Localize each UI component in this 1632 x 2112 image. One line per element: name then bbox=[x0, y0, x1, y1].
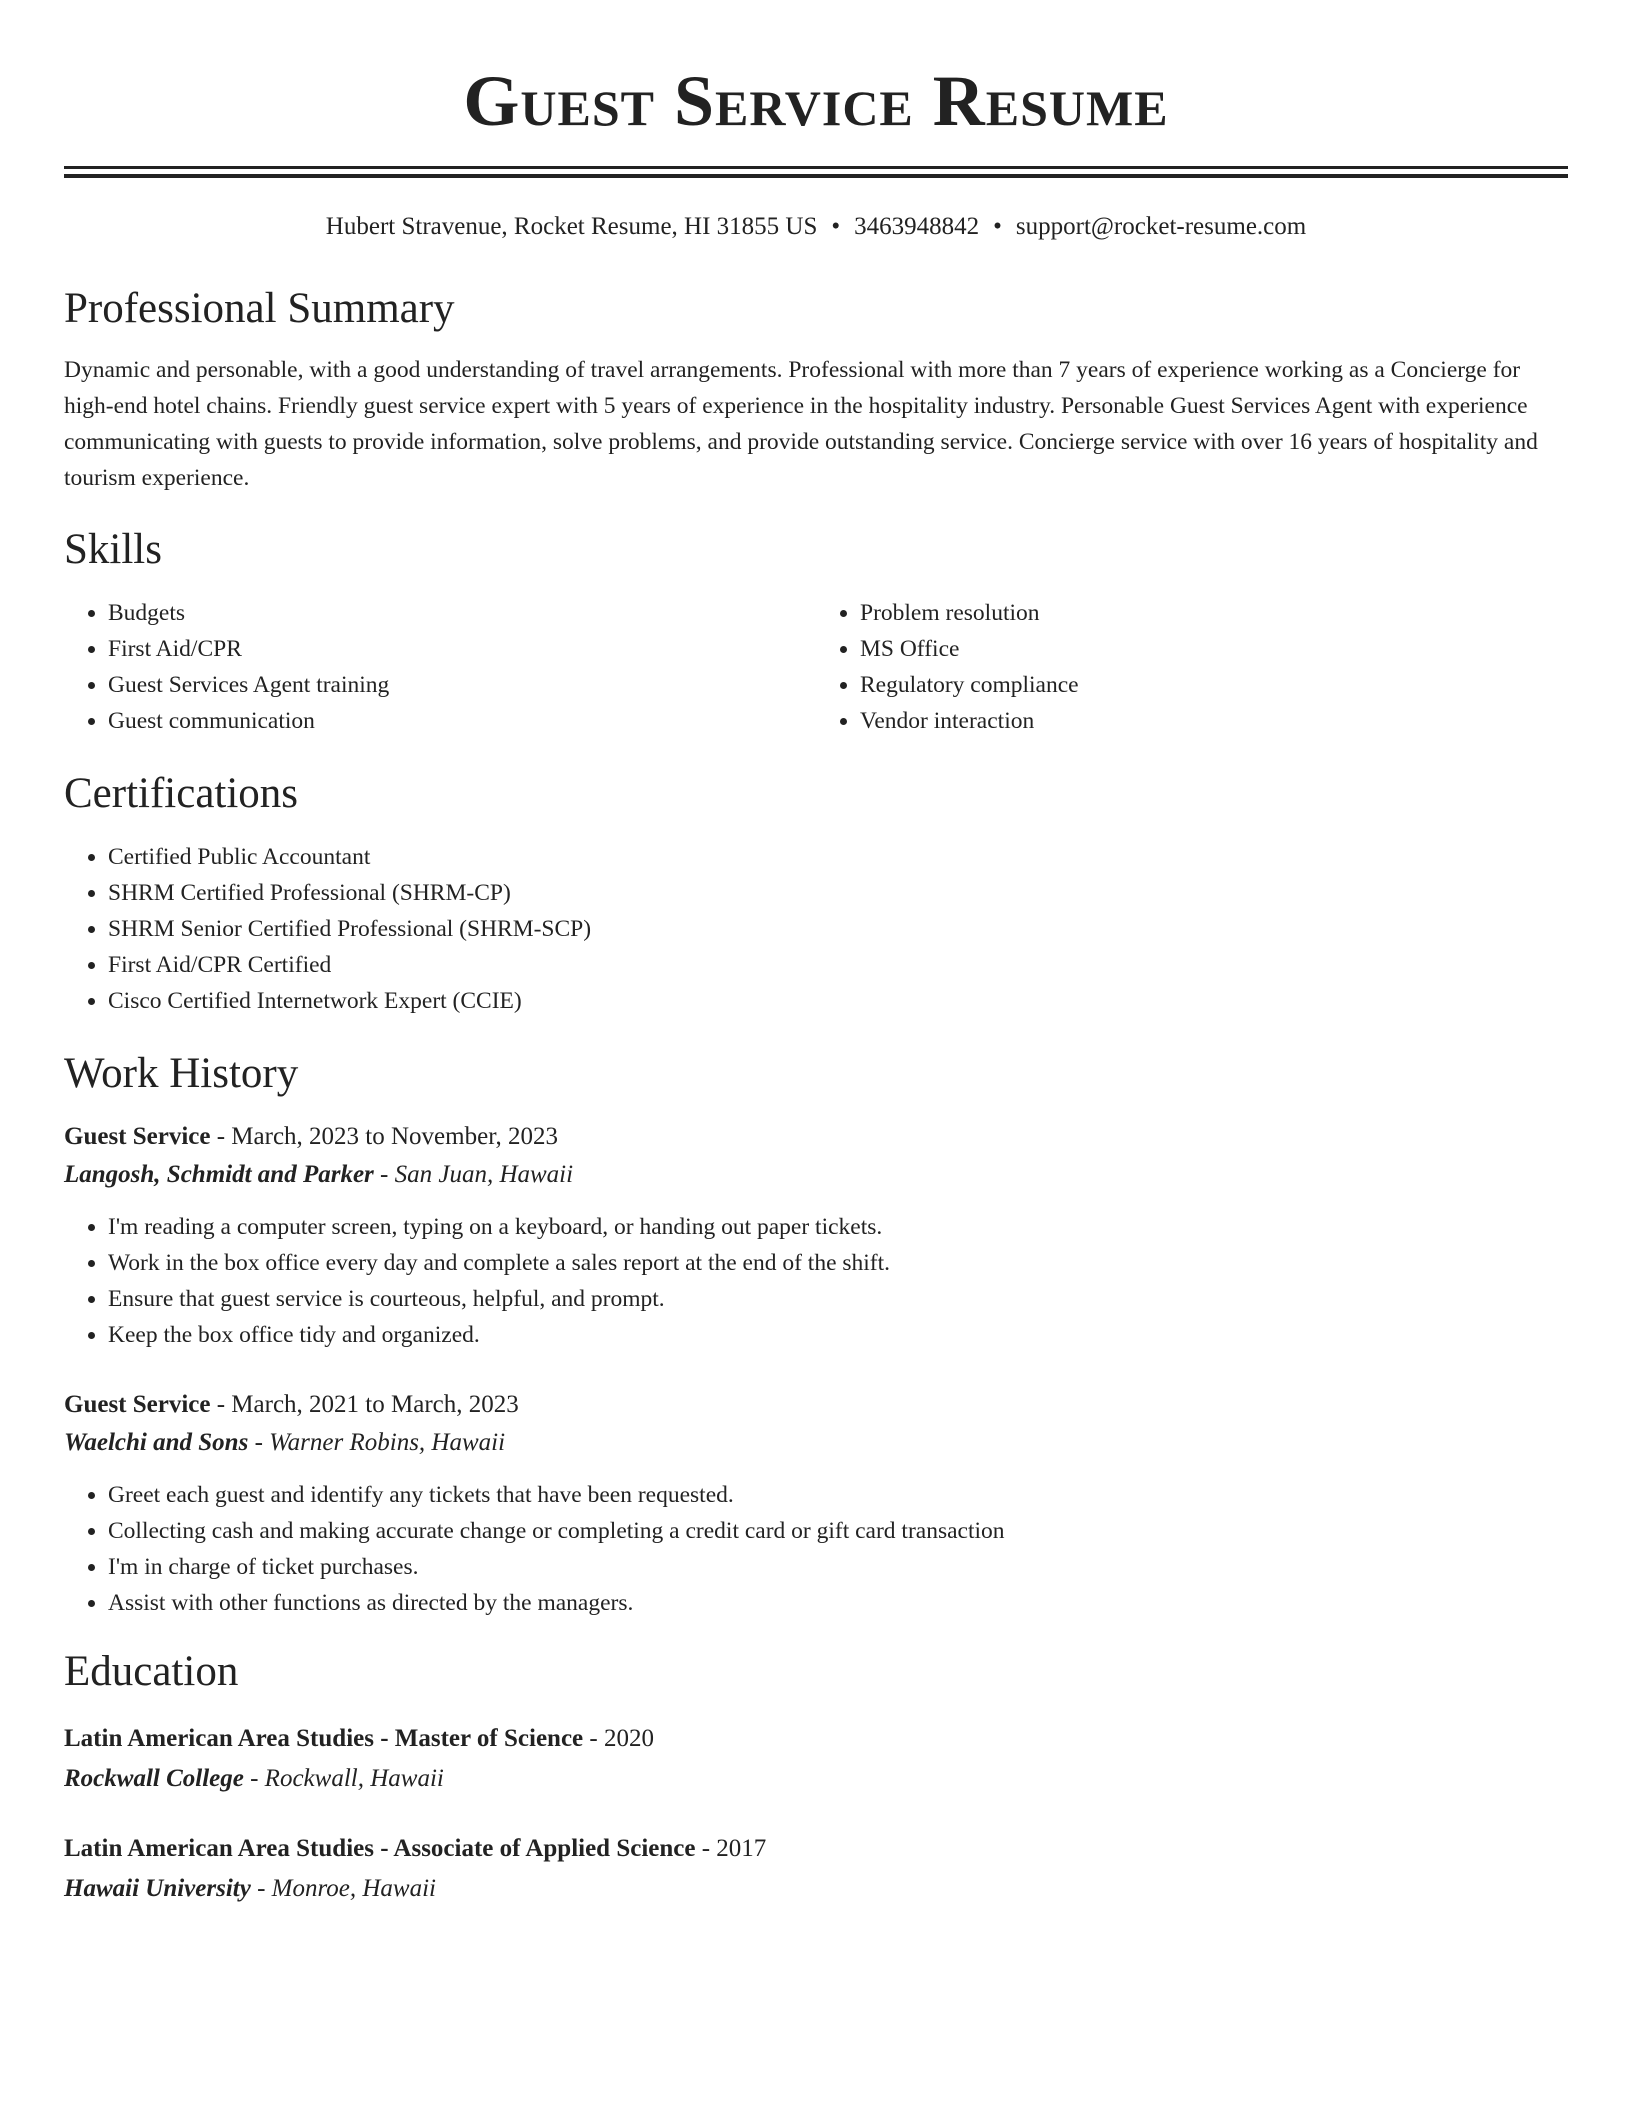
job-duty: • Work in the box office every day and complete a sales report at the end of the shift. bbox=[108, 1245, 1568, 1281]
skills-right-list bbox=[816, 595, 1568, 739]
certifications-heading: Certifications bbox=[64, 770, 299, 817]
skill-item: • Regulatory compliance bbox=[860, 667, 1568, 703]
job-location: - San Juan, Hawaii bbox=[380, 1161, 574, 1188]
education-entry bbox=[64, 1829, 1568, 1909]
degree-year: - 2017 bbox=[701, 1835, 767, 1862]
degree-name: Latin American Area Studies - Associate of Applied Science bbox=[64, 1835, 696, 1862]
degree-year: - 2020 bbox=[589, 1725, 654, 1752]
work-history-section bbox=[64, 1049, 1568, 1621]
certification-item: • SHRM Senior Certified Professional (SHRM-SCP) bbox=[108, 911, 1568, 947]
job-duty: • Greet each guest and identify any tickets that have been requested. bbox=[108, 1477, 1568, 1513]
contact-line bbox=[64, 212, 1568, 242]
certification-item: • SHRM Certified Professional (SHRM-CP) bbox=[108, 875, 1568, 911]
skills-section bbox=[64, 525, 1568, 739]
certifications-list bbox=[64, 839, 1568, 1019]
school-location: - Monroe, Hawaii bbox=[257, 1875, 436, 1902]
skill-item: • MS Office bbox=[860, 631, 1568, 667]
job-duty: • I'm reading a computer screen, typing on a keyboard, or handing out paper tickets. bbox=[108, 1209, 1568, 1245]
school-line bbox=[64, 1869, 1568, 1909]
job-duty: • I'm in charge of ticket purchases. bbox=[108, 1549, 1568, 1585]
school-name: Hawaii University bbox=[64, 1875, 251, 1902]
skills-left-list bbox=[64, 595, 816, 739]
contact-separator: • bbox=[831, 213, 841, 240]
contact-email[interactable]: support@rocket-resume.com bbox=[1015, 213, 1307, 240]
summary-heading: Professional Summary bbox=[64, 285, 455, 332]
job-employer-line bbox=[64, 1423, 1568, 1463]
skill-item: • Guest Services Agent training bbox=[108, 667, 816, 703]
job-employer: Waelchi and Sons bbox=[64, 1429, 249, 1456]
summary-text: Dynamic and personable, with a good understanding of travel arrangements. Professional with more than 7 years of experience working as a Concierge for high-end hotel chains. Friendly guest service expert with 5 years of experience in the hospitality industry. Personable Guest Services Agent with experience communicating with guests to provide information, solve problems, and provide outstanding service. Concierge service with over 16 years of hospitality and tourism experience. bbox=[64, 357, 1538, 491]
contact-separator: • bbox=[993, 213, 1002, 240]
skill-item: • Guest communication bbox=[108, 703, 816, 739]
resume-title: Guest Service Resume bbox=[463, 61, 1169, 141]
degree-line bbox=[64, 1829, 1568, 1869]
job-entry bbox=[64, 1387, 1568, 1621]
job-employer-line bbox=[64, 1155, 1568, 1195]
certification-item: • First Aid/CPR Certified bbox=[108, 947, 1568, 983]
job-location: - Warner Robins, Hawaii bbox=[254, 1429, 506, 1456]
job-duty: • Ensure that guest service is courteous, helpful, and prompt. bbox=[108, 1281, 1568, 1317]
certification-item: • Cisco Certified Internetwork Expert (CCIE) bbox=[108, 983, 1568, 1019]
school-line bbox=[64, 1759, 1568, 1799]
education-heading: Education bbox=[64, 1648, 239, 1695]
skills-columns bbox=[64, 595, 1568, 739]
contact-address: Hubert Stravenue, Rocket Resume, HI 31855 US bbox=[325, 213, 818, 240]
skill-item: • Problem resolution bbox=[860, 595, 1568, 631]
degree-line bbox=[64, 1719, 1568, 1759]
education-entry bbox=[64, 1719, 1568, 1799]
summary-section bbox=[64, 284, 1568, 496]
job-title: Guest Service bbox=[64, 1123, 211, 1150]
job-dates: - March, 2023 to November, 2023 bbox=[216, 1123, 559, 1150]
job-title: Guest Service bbox=[64, 1391, 211, 1418]
skill-item: • Vendor interaction bbox=[860, 703, 1568, 739]
job-duties-list bbox=[64, 1209, 1568, 1353]
school-name: Rockwall College bbox=[64, 1765, 244, 1792]
degree-name: Latin American Area Studies - Master of Science bbox=[64, 1725, 584, 1752]
work-history-heading: Work History bbox=[64, 1050, 299, 1097]
contact-phone: 3463948842 bbox=[854, 213, 980, 240]
certification-item: • Certified Public Accountant bbox=[108, 839, 1568, 875]
job-title-line bbox=[64, 1387, 1568, 1423]
skills-heading: Skills bbox=[64, 526, 162, 573]
job-title-line bbox=[64, 1119, 1568, 1155]
job-entry bbox=[64, 1119, 1568, 1353]
job-duties-list bbox=[64, 1477, 1568, 1621]
education-section bbox=[64, 1647, 1568, 1909]
job-duty: • Keep the box office tidy and organized. bbox=[108, 1317, 1568, 1353]
school-location: - Rockwall, Hawaii bbox=[250, 1765, 444, 1792]
skill-item: • Budgets bbox=[108, 595, 816, 631]
title-divider bbox=[64, 166, 1568, 178]
certifications-section bbox=[64, 769, 1568, 1019]
job-employer: Langosh, Schmidt and Parker bbox=[64, 1161, 374, 1188]
job-dates: - March, 2021 to March, 2023 bbox=[216, 1391, 519, 1418]
job-duty: • Collecting cash and making accurate change or completing a credit card or gift card transaction bbox=[108, 1513, 1568, 1549]
job-duty: • Assist with other functions as directed by the managers. bbox=[108, 1585, 1568, 1621]
skill-item: • First Aid/CPR bbox=[108, 631, 816, 667]
